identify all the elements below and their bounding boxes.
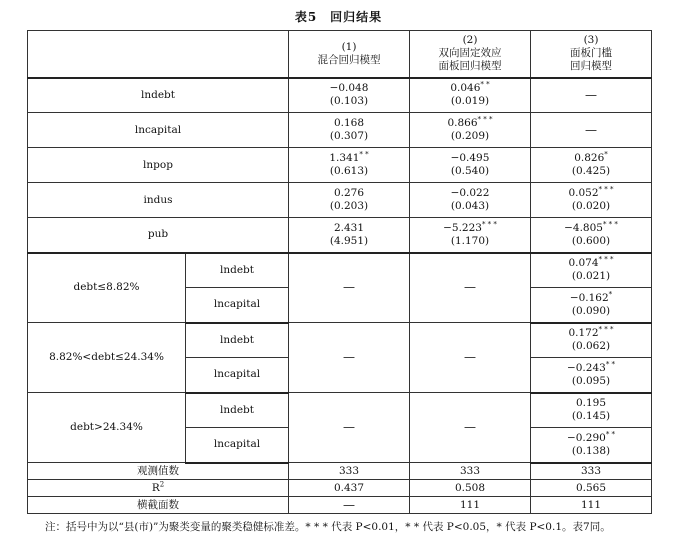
cell-dash: —	[289, 393, 410, 463]
cell: −0.243* * (0.095)	[531, 358, 652, 393]
cell: 2.431 (4.951)	[289, 218, 410, 253]
table-row	[28, 183, 652, 218]
cell: 1.341* * (0.613)	[289, 148, 410, 183]
table-row	[28, 218, 652, 253]
footer-label: $R^2$	[28, 480, 289, 497]
cell-dash: —	[531, 113, 652, 148]
cell: 0.052* * * (0.020)	[531, 183, 652, 218]
cell: 0.168 (0.307)	[289, 113, 410, 148]
footer-row	[28, 497, 652, 514]
table-row	[28, 148, 652, 183]
cell: 0.508	[410, 480, 531, 497]
cell: 333	[289, 463, 410, 480]
threshold-var: lncapital	[186, 288, 289, 323]
cell: 0.276 (0.203)	[289, 183, 410, 218]
cell: −0.048 (0.103)	[289, 78, 410, 113]
threshold-var: lndebt	[186, 253, 289, 288]
footer-row	[28, 480, 652, 497]
cell: −0.022 (0.043)	[410, 183, 531, 218]
threshold-row	[28, 393, 652, 428]
cell-dash: —	[531, 78, 652, 113]
cell-dash: —	[289, 323, 410, 393]
header-blank	[28, 31, 289, 78]
threshold-var: lndebt	[186, 393, 289, 428]
cell: 0.866* * * (0.209)	[410, 113, 531, 148]
threshold-var: lncapital	[186, 428, 289, 463]
cell: 111	[531, 497, 652, 514]
row-label: lncapital	[28, 113, 289, 148]
footer-row	[28, 463, 652, 480]
table-title: 表5 回归结果	[294, 10, 383, 24]
threshold-var: lncapital	[186, 358, 289, 393]
table-row	[28, 78, 652, 113]
cell: 0.172* * * (0.062)	[531, 323, 652, 358]
footer-label: 横截面数	[28, 497, 289, 514]
threshold-var: lndebt	[186, 323, 289, 358]
cell-dash: —	[410, 393, 531, 463]
cell: 333	[410, 463, 531, 480]
cell: 0.195 (0.145)	[531, 393, 652, 428]
row-label: lndebt	[28, 78, 289, 113]
cell: 333	[531, 463, 652, 480]
row-label: indus	[28, 183, 289, 218]
cell: 111	[410, 497, 531, 514]
cell: —	[289, 497, 410, 514]
row-label: pub	[28, 218, 289, 253]
cell: 0.826* (0.425)	[531, 148, 652, 183]
footer-label: 观测值数	[28, 463, 289, 480]
table-note: 注：括号中为以“县(市)”为聚类变量的聚类稳健标准差。* * * 代表 P<0.01，* * 代表 P<0.05，* 代表 P<0.1。表7同。	[45, 521, 611, 533]
header-row	[28, 31, 652, 78]
threshold-label: debt>24.34%	[28, 393, 186, 463]
row-label: lnpop	[28, 148, 289, 183]
cell-dash: —	[410, 253, 531, 323]
cell-dash: —	[289, 253, 410, 323]
cell-dash: —	[410, 323, 531, 393]
threshold-row	[28, 323, 652, 358]
cell: −5.223* * * (1.170)	[410, 218, 531, 253]
threshold-row	[28, 253, 652, 288]
threshold-label: 8.82%<debt≤24.34%	[28, 323, 186, 393]
cell: 0.046* * (0.019)	[410, 78, 531, 113]
cell: −0.162* (0.090)	[531, 288, 652, 323]
cell: −0.495 (0.540)	[410, 148, 531, 183]
cell: 0.437	[289, 480, 410, 497]
threshold-label: debt≤8.82%	[28, 253, 186, 323]
cell: −0.290* * (0.138)	[531, 428, 652, 463]
table-row	[28, 113, 652, 148]
header-col-1: (1) 混合回归模型	[289, 31, 410, 78]
cell: −4.805* * * (0.600)	[531, 218, 652, 253]
header-col-3: (3) 面板门槛 回归模型	[531, 31, 652, 78]
cell: 0.565	[531, 480, 652, 497]
regression-table	[27, 30, 652, 514]
header-col-2: (2) 双向固定效应 面板回归模型	[410, 31, 531, 78]
cell: 0.074* * * (0.021)	[531, 253, 652, 288]
